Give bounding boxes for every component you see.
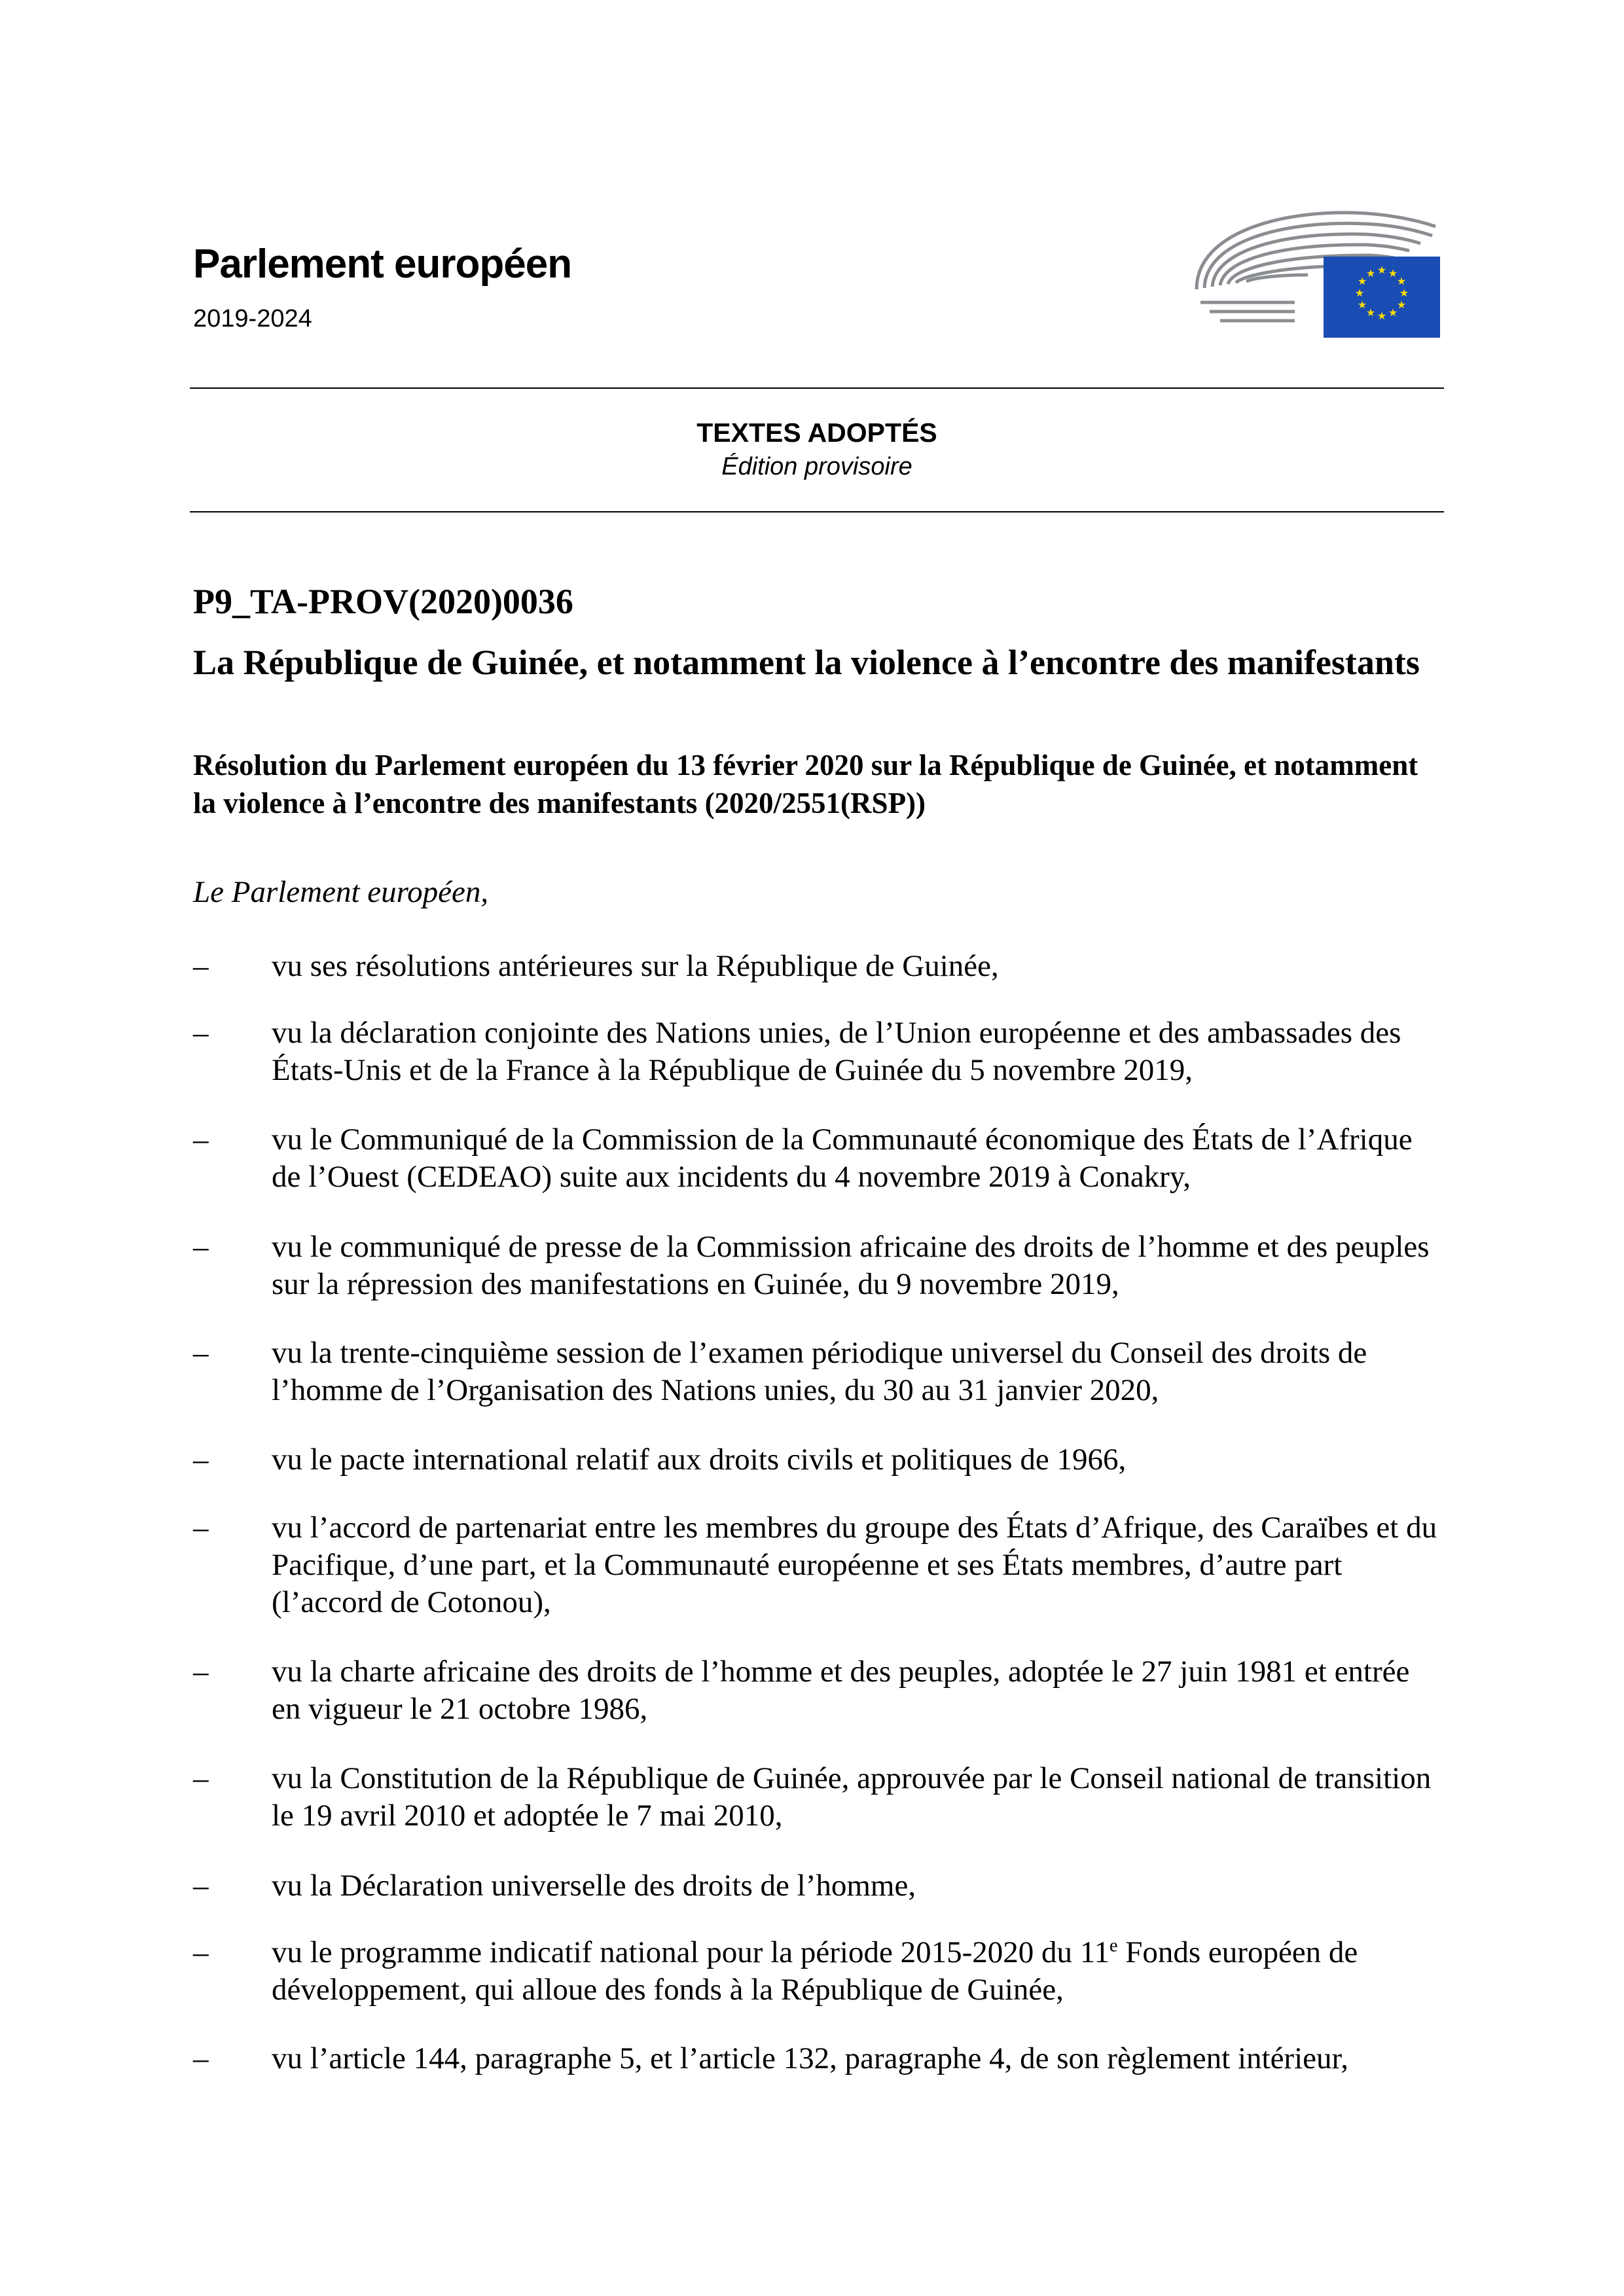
resolution-intro: Le Parlement européen,: [193, 875, 489, 909]
citation-dash: –: [193, 1122, 209, 1157]
citation-dash: –: [193, 1935, 209, 1969]
ordinal-superscript: e: [1109, 1935, 1118, 1956]
svg-text:★: ★: [1396, 298, 1407, 311]
svg-text:★: ★: [1377, 310, 1387, 322]
citation-text: vu la déclaration conjointe des Nations unies, de l’Union européenne et des ambassades des États-Unis et de la France à la République de Guinée du 5 novembre 2019,: [272, 1016, 1401, 1087]
citation-text-after: Fonds européen de développement, qui alloue des fonds à la République de Guinée,: [272, 1935, 1358, 2007]
svg-text:★: ★: [1354, 287, 1365, 299]
svg-text:★: ★: [1399, 287, 1409, 299]
svg-text:★: ★: [1357, 275, 1367, 287]
citation-text: vu ses résolutions antérieures sur la République de Guinée,: [272, 949, 999, 983]
svg-text:★: ★: [1365, 306, 1376, 319]
citation-text: vu l’article 144, paragraphe 5, et l’article 132, paragraphe 4, de son règlement intérieur,: [272, 2041, 1349, 2075]
citation-text: vu le communiqué de presse de la Commission africaine des droits de l’homme et des peuples sur la répression des manifestations en Guinée, du 9 novembre 2019,: [272, 1230, 1430, 1301]
european-parliament-logo: [1183, 204, 1445, 338]
svg-text:★: ★: [1365, 267, 1376, 279]
citation-dash: –: [193, 1655, 209, 1689]
citation-text: vu l’accord de partenariat entre les membres du groupe des États d’Afrique, des Caraïbes et du Pacifique, d’une part, et la Communauté européenne et ses États membres, d’autre part (l’accord de Cotonou),: [272, 1511, 1437, 1619]
citation-dash: –: [193, 2041, 209, 2075]
document-title: La République de Guinée, et notamment la violence à l’encontre des manifestants: [193, 643, 1420, 682]
citation-text: vu la Constitution de la République de Guinée, approuvée par le Conseil national de transition le 19 avril 2010 et adoptée le 7 mai 2010,: [272, 1761, 1432, 1833]
document-subtitle: Résolution du Parlement européen du 13 février 2020 sur la République de Guinée, et notamment la violence à l’encontre des manifestants (2020/2551(RSP)): [193, 749, 1418, 819]
document-status: TEXTES ADOPTÉS: [696, 418, 937, 448]
parliamentary-term: 2019-2024: [193, 305, 312, 332]
svg-text:★: ★: [1357, 298, 1367, 311]
svg-text:★: ★: [1396, 275, 1407, 287]
citation-dash: –: [193, 1016, 209, 1050]
citation-dash: –: [193, 1511, 209, 1545]
citation-dash: –: [193, 949, 209, 983]
svg-text:★: ★: [1377, 264, 1387, 276]
citation-text: vu le Communiqué de la Commission de la Communauté économique des États de l’Afrique de l’Ouest (CEDEAO) suite aux incidents du 4 novembre 2019 à Conakry,: [272, 1122, 1413, 1194]
citation-text: [272, 1934, 1443, 2009]
citation-text: vu la charte africaine des droits de l’homme et des peuples, adoptée le 27 juin 1981 et entrée en vigueur le 21 octobre 1986,: [272, 1655, 1410, 1726]
svg-text:★: ★: [1388, 267, 1398, 279]
eu-flag-icon: [1324, 257, 1440, 338]
citation-dash: –: [193, 1230, 209, 1264]
citation-text-before: vu le programme indicatif national pour la période 2015-2020 du 11: [272, 1935, 1110, 1969]
citation-dash: –: [193, 1869, 209, 1903]
document-reference: P9_TA-PROV(2020)0036: [193, 582, 573, 621]
citation-text: vu le pacte international relatif aux droits civils et politiques de 1966,: [272, 1443, 1127, 1477]
edition-label: Édition provisoire: [721, 453, 912, 480]
citation-text: vu la trente-cinquième session de l’examen périodique universel du Conseil des droits de l’homme de l’Organisation des Nations unies, du 30 au 31 janvier 2020,: [272, 1336, 1367, 1407]
citation-dash: –: [193, 1761, 209, 1795]
status-divider: [190, 511, 1444, 512]
header-divider: [190, 387, 1444, 389]
svg-text:★: ★: [1388, 306, 1398, 319]
citation-text: vu la Déclaration universelle des droits de l’homme,: [272, 1869, 916, 1903]
citation-dash: –: [193, 1443, 209, 1477]
citation-dash: –: [193, 1336, 209, 1370]
institution-name: Parlement européen: [193, 242, 572, 287]
